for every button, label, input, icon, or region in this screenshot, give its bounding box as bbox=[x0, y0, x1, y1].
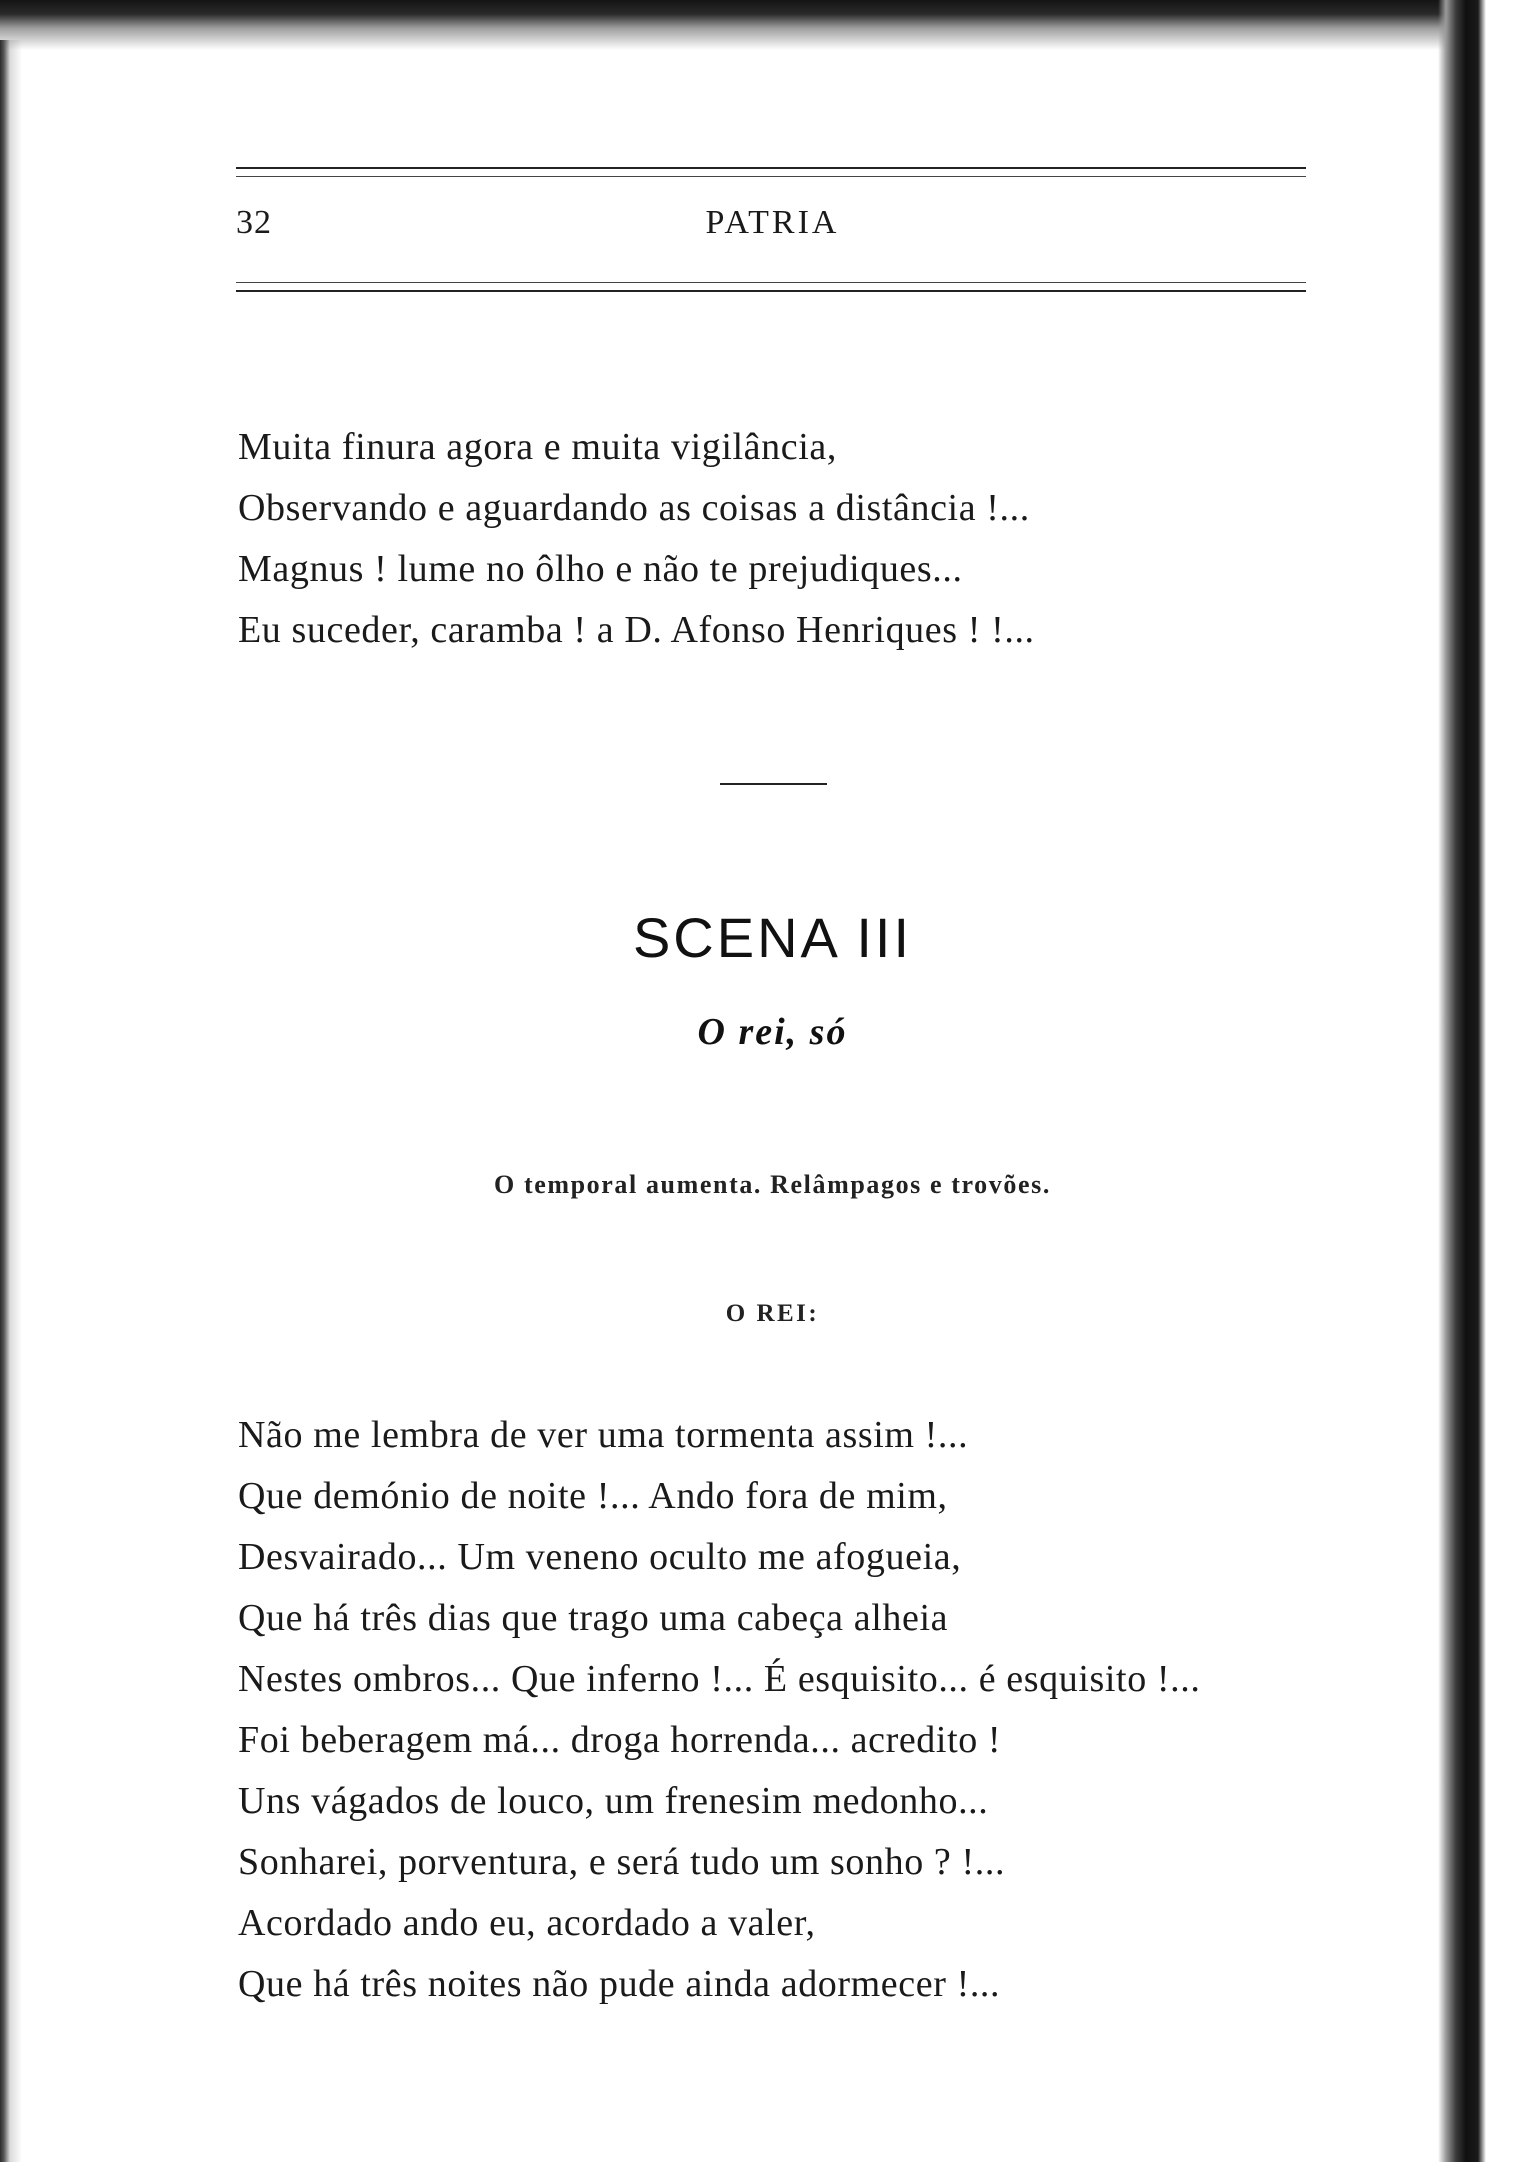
scene-title: SCENA III bbox=[632, 906, 913, 969]
stage-direction: O temporal aumenta. Relâmpagos e trovões. bbox=[494, 1170, 1051, 1199]
verse-line: Magnus ! lume no ôlho e não te prejudiques... bbox=[238, 548, 963, 590]
verse-line: Nestes ombros... Que inferno !... É esquisito... é esquisito !... bbox=[238, 1658, 1201, 1700]
scene-verses bbox=[238, 1405, 1200, 2015]
scan-edge-left bbox=[0, 40, 22, 2162]
verse-line: Não me lembra de ver uma tormenta assim !... bbox=[238, 1414, 969, 1456]
header-rule-top bbox=[236, 167, 1306, 169]
header-rule-bottom bbox=[236, 290, 1306, 292]
verse-line: Muita finura agora e muita vigilância, bbox=[238, 426, 837, 468]
scene-subtitle: O rei, só bbox=[697, 1011, 848, 1053]
scene-separator bbox=[720, 783, 827, 785]
header-rule-bottom-thin bbox=[236, 282, 1306, 283]
verse-line: Eu suceder, caramba ! a D. Afonso Henriques ! !... bbox=[238, 609, 1035, 651]
verse-line: Sonharei, porventura, e será tudo um sonho ? !... bbox=[238, 1841, 1006, 1883]
verse-line: Uns vágados de louco, um frenesim medonho... bbox=[238, 1780, 989, 1822]
speaker-name: O REI: bbox=[725, 1300, 820, 1327]
closing-verses bbox=[238, 417, 1035, 661]
verse-line: Desvairado... Um veneno oculto me afogueia, bbox=[238, 1536, 962, 1578]
verse-line: Que há três noites não pude ainda adormecer !... bbox=[238, 1963, 1001, 2005]
verse-line: Observando e aguardando as coisas a distância !... bbox=[238, 487, 1030, 529]
verse-line: Que demónio de noite !... Ando fora de mim, bbox=[238, 1475, 948, 1517]
verse-line: Que há três dias que trago uma cabeça alheia bbox=[238, 1597, 949, 1639]
scan-edge-top bbox=[0, 0, 1450, 50]
header-rule-top-thin bbox=[236, 176, 1306, 177]
verse-line: Acordado ando eu, acordado a valer, bbox=[238, 1902, 816, 1944]
verse-line: Foi beberagem má... droga horrenda... acredito ! bbox=[238, 1719, 1002, 1761]
scan-edge-right bbox=[1438, 0, 1519, 2162]
running-title: PATRIA bbox=[705, 204, 840, 241]
page-number: 32 bbox=[236, 204, 272, 241]
